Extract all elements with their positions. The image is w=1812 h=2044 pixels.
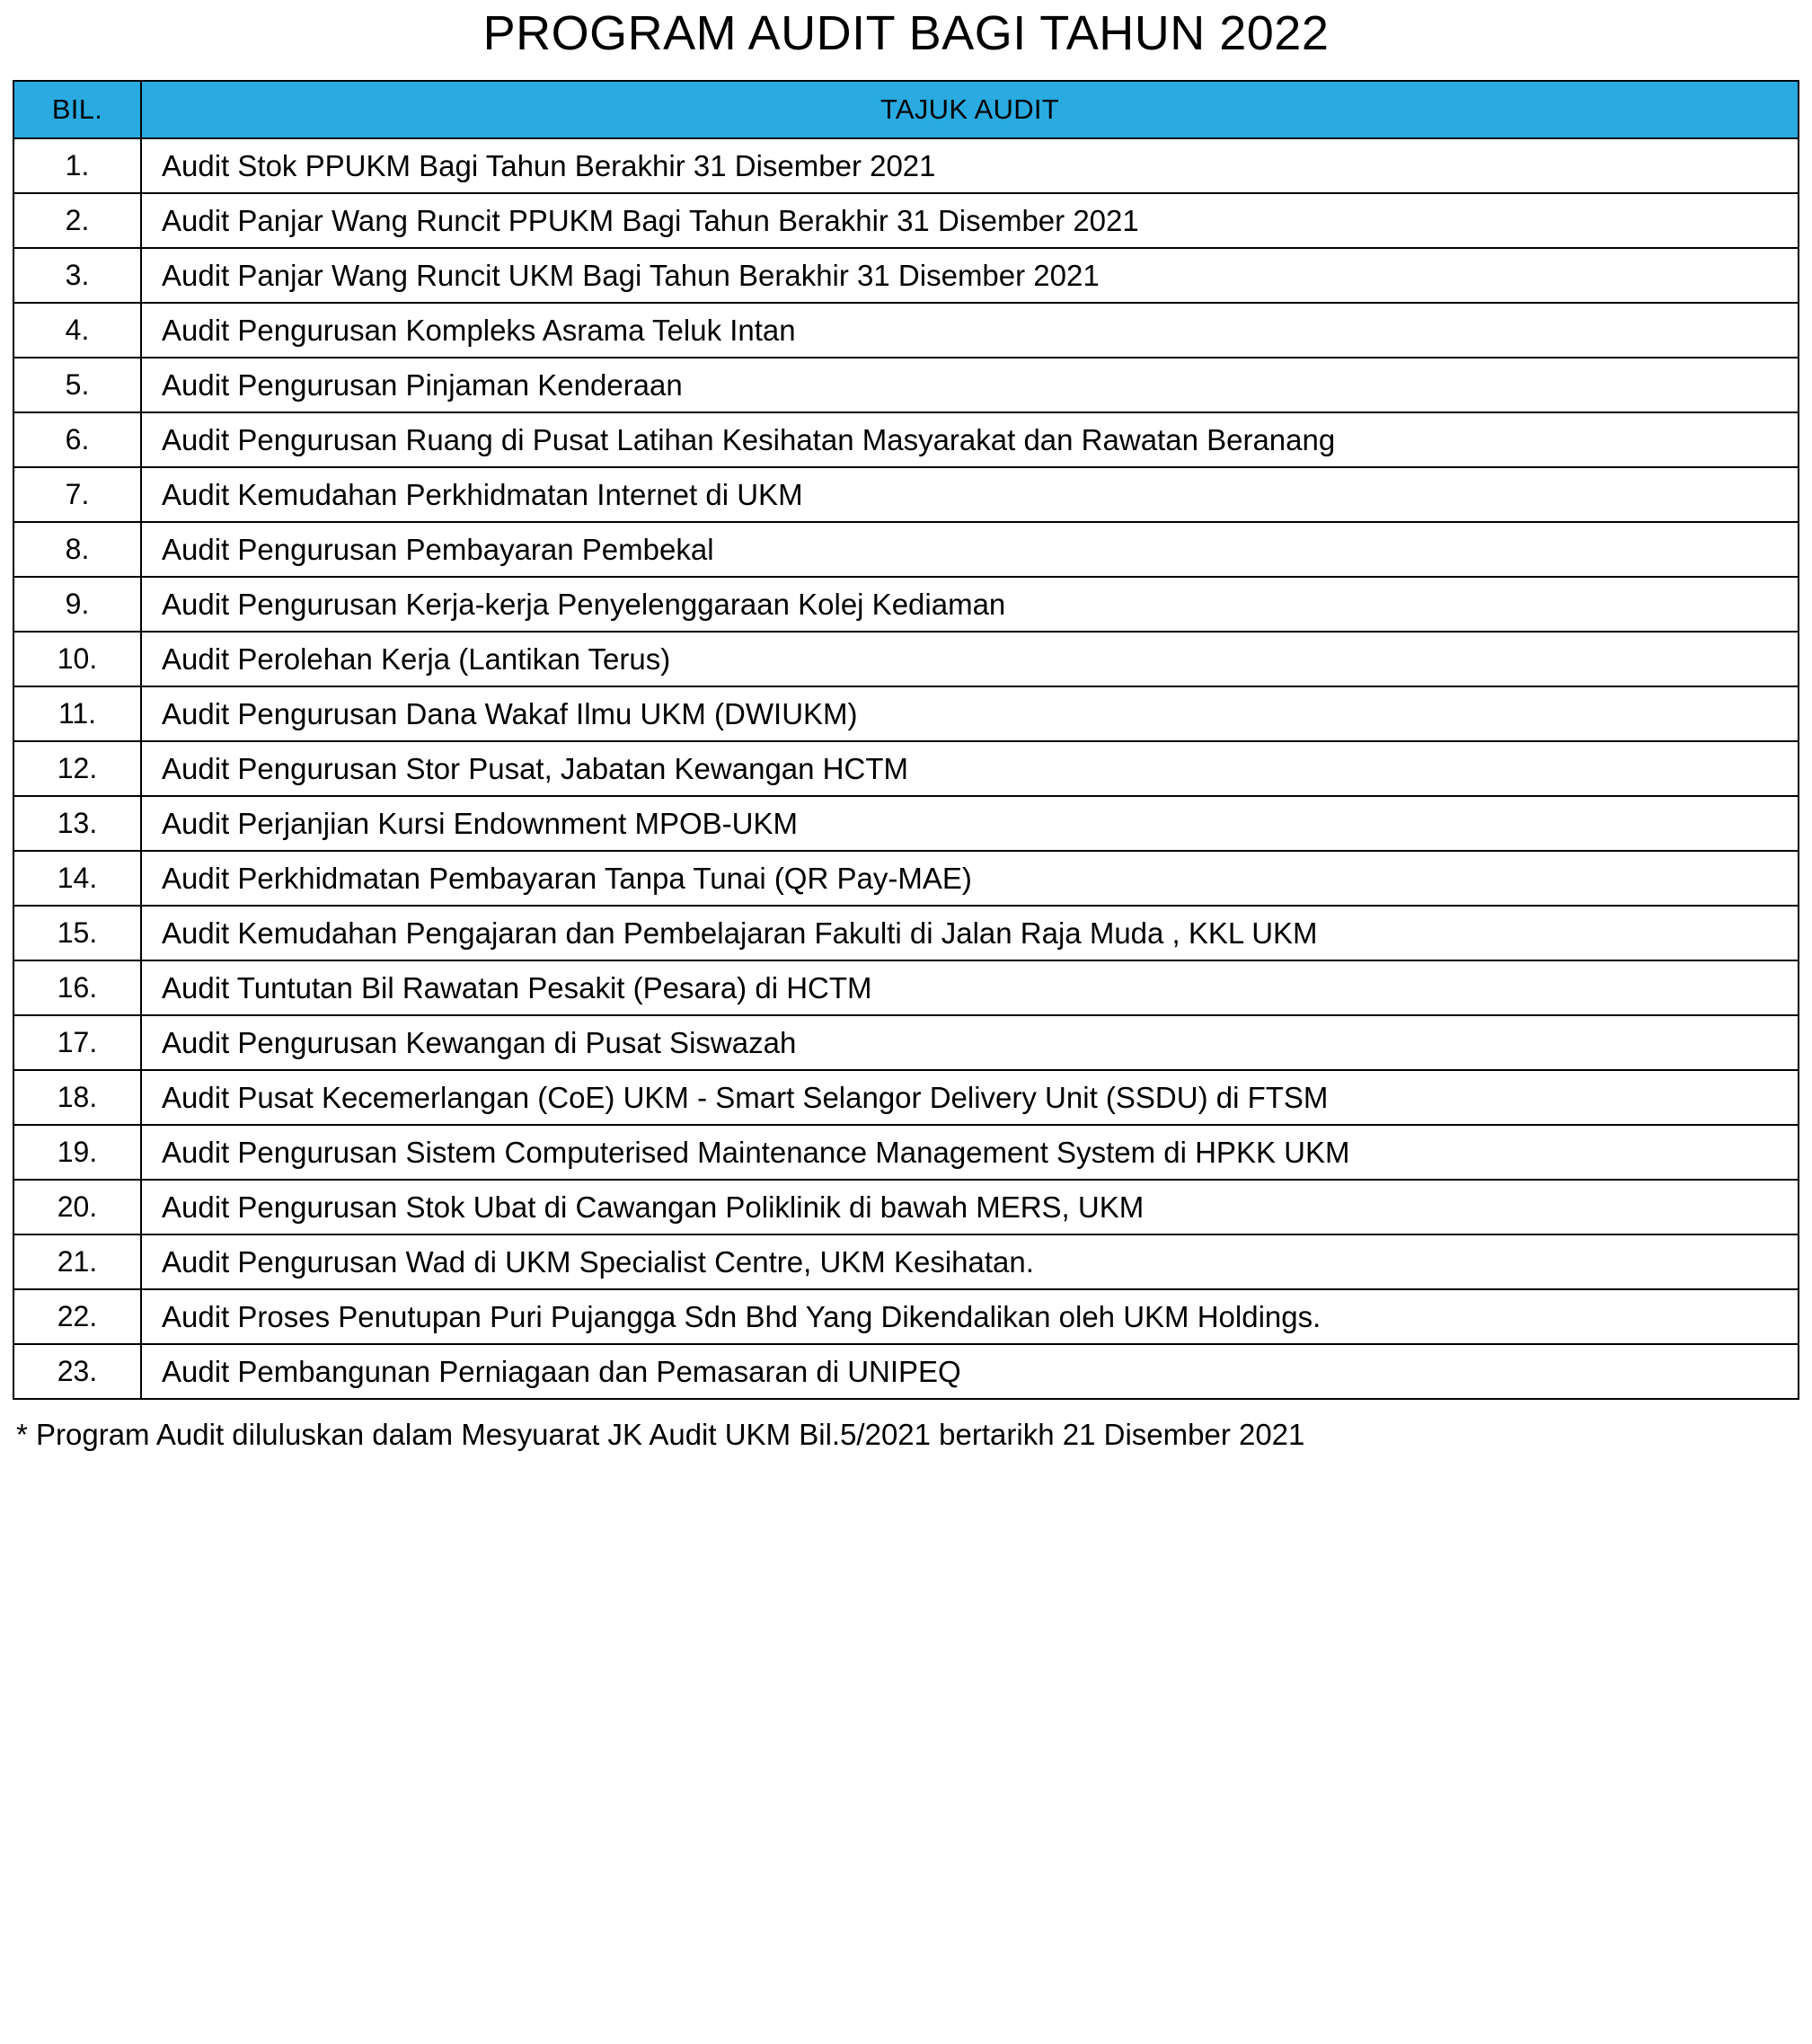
row-audit-title: Audit Pengurusan Dana Wakaf Ilmu UKM (DWIUKM) [141,686,1799,741]
table-row [13,741,1799,796]
table-row [13,577,1799,632]
row-number: 20. [13,1180,141,1234]
table-row [13,522,1799,577]
row-audit-title: Audit Pengurusan Kerja-kerja Penyelenggaraan Kolej Kediaman [141,577,1799,632]
row-number: 17. [13,1015,141,1070]
row-number: 3. [13,248,141,303]
row-audit-title: Audit Pengurusan Ruang di Pusat Latihan Kesihatan Masyarakat dan Rawatan Beranang [141,412,1799,467]
row-audit-title: Audit Pengurusan Pembayaran Pembekal [141,522,1799,577]
table-row [13,1180,1799,1234]
page-title: PROGRAM AUDIT BAGI TAHUN 2022 [482,6,1330,60]
row-number: 16. [13,960,141,1015]
row-audit-title: Audit Tuntutan Bil Rawatan Pesakit (Pesara) di HCTM [141,960,1799,1015]
table-row [13,467,1799,522]
row-audit-title: Audit Kemudahan Pengajaran dan Pembelajaran Fakulti di Jalan Raja Muda , KKL UKM [141,906,1799,960]
row-audit-title: Audit Pengurusan Kewangan di Pusat Siswazah [141,1015,1799,1070]
row-audit-title: Audit Perjanjian Kursi Endownment MPOB-UKM [141,796,1799,851]
table-row [13,138,1799,193]
row-audit-title: Audit Pengurusan Kompleks Asrama Teluk Intan [141,303,1799,358]
row-audit-title: Audit Panjar Wang Runcit UKM Bagi Tahun Berakhir 31 Disember 2021 [141,248,1799,303]
table-row [13,960,1799,1015]
table-row [13,1289,1799,1344]
row-number: 19. [13,1125,141,1180]
row-audit-title: Audit Kemudahan Perkhidmatan Internet di UKM [141,467,1799,522]
table-header [13,81,1799,138]
table-header-row [13,81,1799,138]
table-row [13,1015,1799,1070]
row-number: 5. [13,358,141,412]
footnote: * Program Audit diluluskan dalam Mesyuarat JK Audit UKM Bil.5/2021 bertarikh 21 Disember 2021 [16,1418,1305,1452]
row-number: 7. [13,467,141,522]
row-number: 22. [13,1289,141,1344]
column-header-tajuk-audit: TAJUK AUDIT [141,81,1799,138]
table-row [13,1070,1799,1125]
row-number: 8. [13,522,141,577]
table-row [13,248,1799,303]
table-row [13,686,1799,741]
row-audit-title: Audit Pengurusan Wad di UKM Specialist Centre, UKM Kesihatan. [141,1234,1799,1289]
row-audit-title: Audit Pengurusan Stor Pusat, Jabatan Kewangan HCTM [141,741,1799,796]
row-number: 10. [13,632,141,686]
row-audit-title: Audit Stok PPUKM Bagi Tahun Berakhir 31 Disember 2021 [141,138,1799,193]
row-audit-title: Audit Proses Penutupan Puri Pujangga Sdn Bhd Yang Dikendalikan oleh UKM Holdings. [141,1289,1799,1344]
row-audit-title: Audit Pengurusan Sistem Computerised Maintenance Management System di HPKK UKM [141,1125,1799,1180]
row-number: 6. [13,412,141,467]
row-number: 2. [13,193,141,248]
row-audit-title: Audit Pembangunan Perniagaan dan Pemasaran di UNIPEQ [141,1344,1799,1399]
column-header-bil: BIL. [13,81,141,138]
row-audit-title: Audit Pengurusan Pinjaman Kenderaan [141,358,1799,412]
row-number: 21. [13,1234,141,1289]
row-number: 9. [13,577,141,632]
row-number: 1. [13,138,141,193]
row-number: 14. [13,851,141,906]
table-row [13,632,1799,686]
table-row [13,1234,1799,1289]
row-number: 12. [13,741,141,796]
table-row [13,193,1799,248]
row-number: 15. [13,906,141,960]
row-audit-title: Audit Pengurusan Stok Ubat di Cawangan Poliklinik di bawah MERS, UKM [141,1180,1799,1234]
table-row [13,1344,1799,1399]
row-number: 23. [13,1344,141,1399]
row-audit-title: Audit Panjar Wang Runcit PPUKM Bagi Tahun Berakhir 31 Disember 2021 [141,193,1799,248]
audit-program-table [13,80,1799,1400]
row-number: 4. [13,303,141,358]
table-row [13,303,1799,358]
table-body [13,138,1799,1399]
table-row [13,906,1799,960]
row-audit-title: Audit Perkhidmatan Pembayaran Tanpa Tunai (QR Pay-MAE) [141,851,1799,906]
table-row [13,851,1799,906]
row-audit-title: Audit Perolehan Kerja (Lantikan Terus) [141,632,1799,686]
row-audit-title: Audit Pusat Kecemerlangan (CoE) UKM - Smart Selangor Delivery Unit (SSDU) di FTSM [141,1070,1799,1125]
row-number: 11. [13,686,141,741]
table-row [13,796,1799,851]
row-number: 18. [13,1070,141,1125]
table-row [13,1125,1799,1180]
row-number: 13. [13,796,141,851]
table-row [13,358,1799,412]
table-row [13,412,1799,467]
